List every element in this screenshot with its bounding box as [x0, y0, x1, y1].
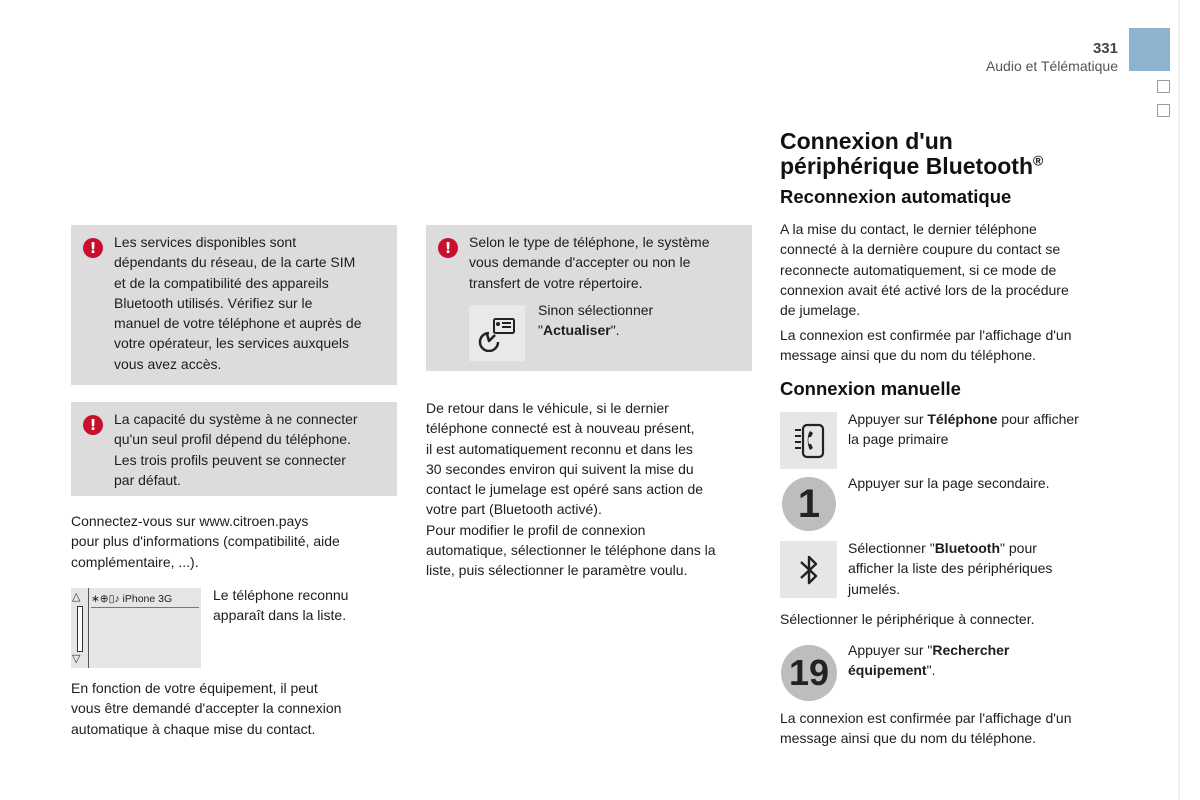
exclamation-icon: ! [83, 238, 103, 258]
contacts-refresh-button[interactable] [469, 305, 525, 361]
scroll-down-arrow-icon: ▽ [72, 653, 81, 665]
secondary-page-button[interactable]: 1 [782, 477, 836, 531]
final-confirm-text: La connexion est confirmée par l'affichage d'un message ainsi que du nom du téléphone. [780, 710, 1072, 747]
step-bluetooth-text: Sélectionner "Bluetooth" pour afficher la liste des périphériques jumelés. [848, 540, 1053, 597]
step-telephone-text: Appuyer sur Téléphone pour afficher la page primaire [848, 411, 1079, 448]
reconnection-body-text: De retour dans le véhicule, si le dernier téléphone connecté est à nouveau présent, il est automatiquement reconnu et dans les 30 secondes environ qui suivent la mise du contact le jumelage est opéré sans action de votre part (Bluetooth activé). Pour modifier le profil de connexion automatique, sélectionner le téléphone dans la liste, puis sélectionner le paramètre voulu. [426, 400, 716, 579]
warning-box-services [71, 225, 397, 385]
refresh-label: Actualiser [542, 322, 611, 339]
phone-recognized-caption: Le téléphone reconnu apparaît dans la liste. [213, 587, 349, 624]
page-number: 331 [1092, 40, 1118, 57]
auto-reconnect-heading: Reconnexion automatique [780, 186, 1012, 207]
refresh-instruction: Sinon sélectionner "Actualiser". [538, 302, 654, 339]
website-info-text: Connectez-vous sur www.citroen.pays pour plus d'informations (compatibilité, aide complémentaire, ...). [71, 513, 340, 570]
manual-connect-heading: Connexion manuelle [780, 378, 961, 399]
list-item-iphone [91, 593, 199, 608]
warning-box-profile [71, 402, 397, 496]
bluetooth-button[interactable] [780, 541, 837, 598]
search-device-button[interactable]: 19 [781, 645, 837, 701]
auto-connect-note: En fonction de votre équipement, il peut vous être demandé d'accepter la connexion automatique à chaque mise du contact. [71, 680, 342, 737]
section-title: Audio et Télématique [985, 58, 1118, 74]
device-status-icons: ∗⊕▯♪ [91, 593, 120, 605]
scroll-track [77, 606, 83, 652]
device-name: iPhone 3G [122, 593, 173, 605]
exclamation-icon: ! [83, 415, 103, 435]
scroll-up-arrow-icon: △ [72, 591, 81, 603]
page-edge-line [1178, 0, 1180, 800]
warning-profile-text: La capacité du système à ne connecter qu'un seul profil dépend du téléphone. Les trois profils peuvent se connecter par défaut. [114, 411, 358, 488]
telephone-button[interactable] [780, 412, 837, 469]
step-search-text: Appuyer sur "Rechercher équipement". [848, 642, 1010, 679]
screen-divider [88, 588, 89, 668]
contacts-refresh-icon [477, 314, 517, 352]
warning-directory-text: Selon le type de téléphone, le système vous demande d'accepter ou non le transfert de votre répertoire. [469, 234, 710, 291]
auto-confirm-text: La connexion est confirmée par l'affichage d'un message ainsi que du nom du téléphone. [780, 327, 1072, 364]
telephone-icon [791, 422, 827, 460]
auto-reconnect-text: A la mise du contact, le dernier téléphone connecté à la dernière coupure du contact se reconnecte automatiquement, si ce mode de connexion avait été activé lors de la procédure de jumelage. [780, 221, 1069, 319]
phone-list-screen [71, 588, 201, 668]
exclamation-icon: ! [438, 238, 458, 258]
chapter-tab [1129, 28, 1170, 71]
screen-scrollbar [71, 588, 89, 668]
bluetooth-icon [796, 552, 822, 588]
nav-square-2 [1157, 104, 1170, 117]
step-secondary-text: Appuyer sur la page secondaire. [848, 475, 1050, 491]
page-title: Connexion d'un périphérique Bluetooth® [780, 128, 1044, 179]
warning-services-text: Les services disponibles sont dépendants du réseau, de la carte SIM et de la compatibilité des appareils Bluetooth utilisés. Vérifiez sur le manuel de votre téléphone et auprès de votre opérateur, les services auxquels vous avez accès. [114, 234, 362, 372]
select-device-text: Sélectionner le périphérique à connecter. [780, 611, 1035, 627]
nav-square-1 [1157, 80, 1170, 93]
warning-box-directory [426, 225, 752, 371]
